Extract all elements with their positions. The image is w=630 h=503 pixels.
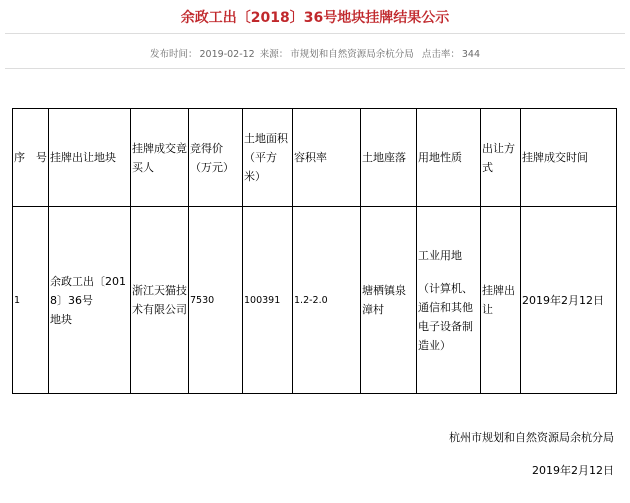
header-location: 土地座落: [361, 109, 417, 207]
cell-use-detail: （计算机、通信和其他电子设备制造业）: [418, 281, 473, 352]
cell-parcel-code: 余政工出〔2018〕36号: [50, 274, 126, 307]
header-far: 容积率: [293, 109, 361, 207]
cell-buyer: 浙江天猫技术有限公司: [131, 207, 189, 394]
result-table: [12, 108, 617, 394]
cell-use-type: 工业用地: [418, 248, 462, 262]
cell-far: 1.2-2.0: [293, 207, 361, 394]
cell-location: 塘栖镇泉漳村: [361, 207, 417, 394]
header-area: 土地面积（平方米）: [243, 109, 293, 207]
publish-date: 2019-02-12: [199, 49, 255, 60]
cell-term: 挂牌出让: [481, 207, 521, 394]
footer-date: 2019年2月12日: [532, 464, 614, 477]
cell-area: 100391: [243, 207, 293, 394]
footer-organization: 杭州市规划和自然资源局余杭分局: [449, 431, 614, 444]
cell-parcel: [49, 207, 131, 394]
cell-parcel-suffix: 地块: [50, 312, 72, 326]
header-seq: 序 号: [13, 109, 49, 207]
header-parcel: 挂牌出让地块: [49, 109, 131, 207]
cell-price: 7530: [189, 207, 243, 394]
cell-use: [417, 207, 481, 394]
source-label: 来源：: [259, 49, 289, 60]
article-meta: [0, 46, 630, 60]
header-price: 竞得价（万元）: [189, 109, 243, 207]
header-buyer: 挂牌成交竟买人: [131, 109, 189, 207]
cell-seq: 1: [13, 207, 49, 394]
source-name: 市规划和自然资源局余杭分局: [290, 49, 414, 60]
table-header-row: [13, 109, 617, 207]
header-time: 挂牌成交时间: [521, 109, 617, 207]
page-title: 余政工出〔2018〕36号地块挂牌结果公示: [180, 10, 450, 26]
meta-divider: [5, 68, 625, 69]
publish-label: 发布时间：: [150, 49, 198, 60]
click-count: 344: [461, 49, 480, 60]
header-use: 用地性质: [417, 109, 481, 207]
clicks-label: 点击率：: [421, 49, 460, 60]
cell-time: 2019年2月12日: [521, 207, 617, 394]
header-term: 出让方式: [481, 109, 521, 207]
table-row: [13, 207, 617, 394]
title-divider: [5, 33, 625, 34]
